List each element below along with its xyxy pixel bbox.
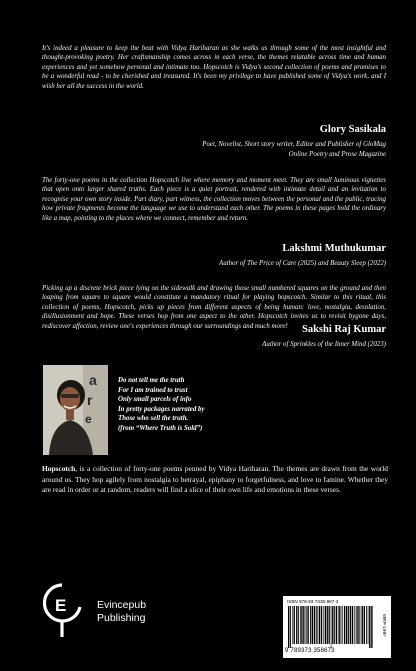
- barcode-bar: [314, 606, 315, 644]
- barcode-bar: [288, 606, 289, 648]
- barcode-bar: [342, 606, 343, 644]
- barcode-bar: [371, 606, 372, 648]
- svg-text:e: e: [85, 412, 92, 426]
- publisher-name-line1: Evincepub: [97, 599, 147, 611]
- review-2-text: The forty-one poems in the collection Hopscotch live where memory and moment meet. They are small luminous vignettes that open onto larger shared truths. Each piece is a quiet portrait, rendered with intimate detail and an invitation to recognise your own story inside. Part diary, part witness, the collection moves between the personal and the public, tracing how private fragments become the language we use to understand each other. The poems in these pages hold the ordinary like a map, pointing to the places where we connect, remember and return.: [42, 177, 386, 222]
- publisher-name-line2: Publishing: [97, 612, 146, 624]
- barcode-bar: [366, 606, 367, 644]
- barcode-bar: [344, 606, 345, 644]
- barcode-bar: [329, 606, 330, 644]
- barcode-bar: [321, 606, 322, 644]
- barcode-bar: [325, 606, 326, 644]
- review-3-text: Picking up a discrete brick piece lying on the sidewalk and drawing those small numbered squares on the ground and then leaping from square to square would constitute a mandatory ritual for playing hopscotch. Similar to this ritual, this collection of poems, Hopscotch, picks up pieces from different aspects of being human: love, nostalgia, desolation, disillusionment and hope. These verses hop from one aspect to the other. Hopscotch invites us to revisit bygone days, rediscover affection, review one's experiences through our surroundings and much more!: [42, 285, 386, 330]
- barcode-bar: [368, 606, 369, 644]
- barcode-bar: [357, 606, 358, 644]
- poem-line: In pretty packages narrated by: [118, 405, 205, 413]
- barcode-bar: [302, 606, 303, 644]
- review-1-text: It's indeed a pleasure to keep the beat with Vidya Hariharan as she walks us through some of the most insightful and thought-provoking poetry. Her craftsmanship comes across in each verse, the themes relatable across time and human experiences and yet somehow personal and intimate too. Hopscotch is Vidya's second collection of poems and promises to be a wonderful read - to be cherished and treasured. It's been my privilege to have published some of Vidya's work, and I wish her all the success in the world.: [42, 45, 386, 90]
- barcode-bar: [323, 606, 324, 644]
- barcode-bar: [305, 606, 306, 644]
- barcode-bar: [298, 606, 299, 644]
- poem-line: For I am trained to trust: [118, 386, 188, 394]
- poem-source: (from “Where Truth is Sold”): [118, 424, 203, 432]
- barcode-bar: [312, 606, 313, 644]
- poem-excerpt: [118, 376, 268, 434]
- poem-line: Only small parcels of info: [118, 396, 192, 404]
- mrp-label: MRP-199/-: [381, 614, 386, 638]
- barcode-bar: [359, 606, 360, 644]
- barcode-bar: [319, 606, 320, 644]
- barcode-bar: [290, 606, 291, 648]
- publisher-logo: [40, 581, 147, 641]
- barcode-bar: [350, 606, 351, 644]
- barcode-bars: [287, 606, 373, 648]
- barcode-bar: [336, 606, 337, 644]
- barcode-bar: [332, 606, 333, 644]
- isbn-barcode: [283, 596, 391, 658]
- barcode-bar: [292, 606, 293, 644]
- barcode-bar: [294, 606, 295, 644]
- barcode-bar: [300, 606, 301, 644]
- barcode-bar: [317, 606, 318, 644]
- blurb-text: , is a collection of forty-one poems penned by Vidya Hariharan. The themes are drawn from the world around us. They hop agilely from nostalgia to betrayal, epiphany to forgetfulness, and love to famine. Whether they are read in order or at random, readers will find a slice of their own life and emotions in these verses.: [42, 464, 388, 495]
- svg-text:r: r: [87, 392, 93, 408]
- barcode-bar: [369, 606, 370, 648]
- barcode-bar: [327, 606, 328, 644]
- review-3-role-line1: Author of Sprinkles of the Inner Mind (2023): [262, 341, 386, 348]
- blurb-title: Hopscotch: [42, 464, 76, 473]
- barcode-bar: [307, 606, 308, 644]
- review-1-role-line2: Online Poetry and Prose Magazine: [288, 151, 386, 158]
- barcode-bar: [316, 606, 317, 644]
- publisher-e-icon: [40, 581, 84, 639]
- barcode-bar: [352, 606, 353, 644]
- barcode-bar: [354, 606, 355, 644]
- poem-line: Those who sell the truth.: [118, 415, 189, 423]
- barcode-bar: [331, 606, 332, 648]
- barcode-bar: [338, 606, 339, 644]
- svg-text:E: E: [55, 596, 67, 615]
- barcode-bar: [346, 606, 347, 644]
- barcode-bar: [306, 606, 307, 644]
- barcode-bar: [362, 606, 363, 644]
- review-2-name: Lakshmi Muthukumar: [282, 243, 386, 254]
- review-1-role-line1: Poet, Novelist, Short story writer, Editor and Publisher of GloMag: [202, 141, 386, 148]
- barcode-bar: [310, 606, 311, 644]
- barcode-bar: [341, 606, 342, 644]
- review-2-role-line1: Author of The Price of Care (2025) and Beauty Sleep (2022): [219, 260, 386, 267]
- barcode-bar: [364, 606, 365, 644]
- svg-text:a: a: [89, 372, 97, 388]
- review-1-name: Glory Sasikala: [319, 124, 386, 135]
- review-3-name: Sakshi Raj Kumar: [301, 324, 386, 335]
- isbn-label: ISBN 978-93-7335-987-3: [287, 599, 339, 604]
- barcode-bar: [356, 606, 357, 644]
- barcode-bar: [296, 606, 297, 644]
- book-blurb: [42, 464, 388, 496]
- barcode-bar: [348, 606, 349, 644]
- poem-line: Do not tell me the truth: [118, 377, 185, 384]
- barcode-digits: 9 789373 358673: [285, 648, 335, 654]
- barcode-bar: [334, 606, 335, 644]
- author-photo: [43, 365, 108, 455]
